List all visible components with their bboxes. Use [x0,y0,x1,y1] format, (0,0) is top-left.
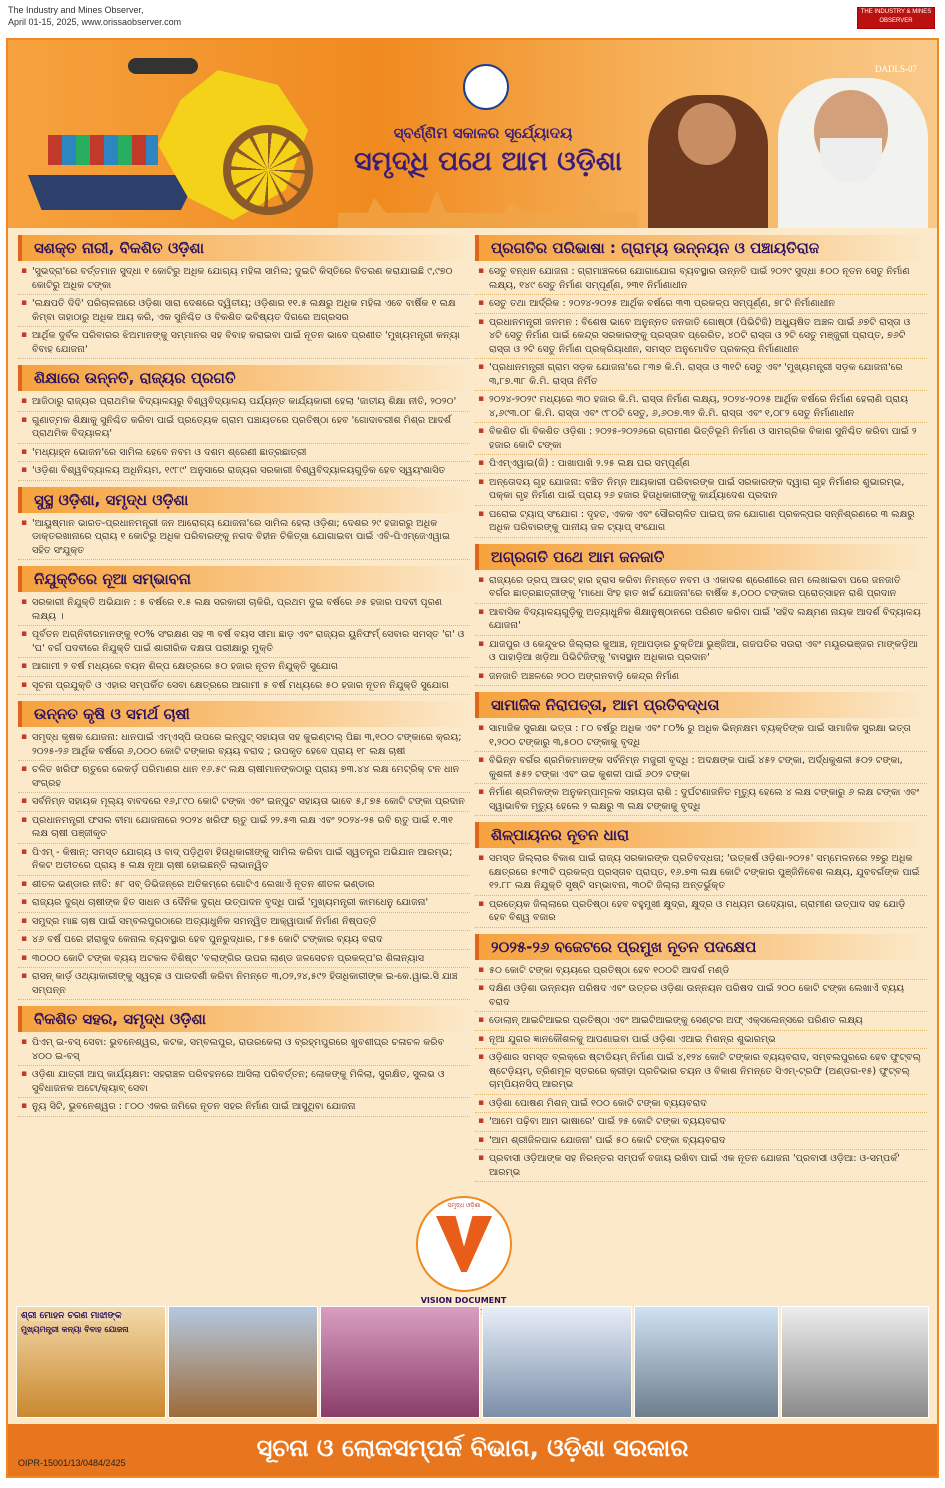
konark-wheel-icon [223,125,313,215]
chief-minister-portrait [648,95,768,228]
list-item: ▪ ୫୦ କୋଟି ଟଙ୍କା ବ୍ୟୟରେ ପ୍ରତିଷ୍ଠା ହେବ ୧୦୦ଟି ଆଦର୍ଶ ମଣ୍ଡି [475,962,927,981]
department-name: ସୂଚନା ଓ ଲୋକସମ୍ପର୍କ ବିଭାଗ, ଓଡ଼ିଶା ସରକାର [256,1434,689,1462]
photo-caption: ଶ୍ରୀ ମୋହନ ଚରଣ ମାଝୀଙ୍କ [21,1311,122,1321]
list-item: ▪ ପ୍ରଧାନମନ୍ତ୍ରୀ ଜନମନ : ବିଶେଷ ଭାବେ ଅନୁନ୍ନତ ଜନଜାତି ଗୋଷ୍ଠୀ (ପିଭିଟିଜି) ଅଧ୍ୟୁଷିତ ଅଞ୍ଚଳ ପାଇଁ ୬୭ଟି ରାସ୍ତା ଓ ୪ଟି ସେତୁ ନିର୍ମାଣ ପାଇଁ କେନ୍ଦ୍ର ସରକାରଙ୍କୁ ପ୍ରସ୍ତାବ ପ୍ରେରିତ, ୪୦ଟି ରାସ୍ତା ଓ ୨ଟି ସେତୁ ମଞ୍ଜୁରୀ ପ୍ରାପ୍ତ, ୭୬ଟି ରାସ୍ତା ଓ ୨ଟି ସେତୁ ନିର୍ମାଣ ପ୍ରକ୍ରିୟାଧୀନ, ସମସ୍ତ ଅନୁମୋଦିତ ପ୍ରକଳ୍ପ ନିର୍ମାଣାଧୀନ [475,314,927,360]
publication-header [0,0,945,36]
list-item: ▪ ୨୦୨୪-୨୦୨୯ ମଧ୍ୟରେ ୩୦ ହଜାର କି.ମି. ରାସ୍ତା ନିର୍ମାଣ ଲକ୍ଷ୍ୟ, ୨୦୨୪-୨୦୨୫ ଆର୍ଥିକ ବର୍ଷରେ ନିର୍ମାଣ ହେଲାଣି ପ୍ରାୟ ୪,୬୯୩.୦୮ କି.ମି. ରାସ୍ତା ଏବଂ ୯୮୦ଟି ସେତୁ, ୬,୬୦୭.୩୨ କି.ମି. ରାସ୍ତା ଏବଂ ୧,୦୮୨ ସେତୁ ନିର୍ମାଣାଧୀନ [475,391,927,423]
bullet-list [475,570,927,687]
list-item: ▪ ସର୍ବନିମ୍ନ ସହାୟକ ମୂଲ୍ୟ ବାବଦରେ ୧୬,୮୯୦ କୋଟି ଟଙ୍କା ଏବଂ ଇନ୍‌ପୁଟ ସହାୟତା ଭାବେ ୫,୮୭୫ କୋଟି ଟଙ୍କା ପ୍ରଦାନ [18,793,470,812]
section-title: ସଶକ୍ତ ନାରୀ, ବିକଶିତ ଓଡ଼ିଶା [18,235,470,261]
bullet-list [475,848,927,928]
bullet-list [475,960,927,1183]
portrait-beard [820,138,882,182]
list-item: ▪ ଓଡ଼ିଶା ଯାତ୍ରୀ ଆପ୍ କାର୍ଯ୍ୟକ୍ଷମ: ସହରାଞ୍ଚଳ ପରିବହନରେ ଆସିଲା ପରିବର୍ତ୍ତନ; ଲୋକଙ୍କୁ ମିଳିଲା, ସୁରକ୍ଷିତ, ସୁଲଭ ଓ ସୁବିଧାଜନକ ଅଟୋ/କ୍ୟାବ୍ ସେବା [18,1066,470,1098]
photo-caption: ମୁଖ୍ୟମନ୍ତ୍ରୀ କନ୍ୟା ବିବାହ ଯୋଜନା [21,1325,129,1334]
footer-banner [8,1424,937,1476]
tagline-large: ସମୃଦ୍ଧି ପଥେ ଆମ ଓଡ଼ିଶା [354,146,622,177]
list-item: ▪ ପ୍ରଧାନମନ୍ତ୍ରୀ ଫସଲ ବୀମା ଯୋଜନାରେ ୨୦୨୪ ଖରିଫ ଋତୁ ପାଇଁ ୨୨.୫୩ ଲକ୍ଷ ଏବଂ ୨୦୨୪-୨୫ ରବି ଋତୁ ପାଇଁ ୧.୩୧ ଲକ୍ଷ ଚାଷୀ ପଞ୍ଜୀକୃତ [18,812,470,844]
bullet-list [18,1032,470,1117]
list-item: ▪ ଘରୋଇ ଟ୍ୟାପ୍ ସଂଯୋଗ : ଦୃହତ, ଏକକ ଏବଂ ସୌରଚାଳିତ ପାଇପ୍ ଜଳ ଯୋଗାଣ ପ୍ରକଳ୍ପର ସନ୍ନିଶ୍ରଣରେ ୩ ଲକ୍ଷରୁ ଅଧିକ ପରିବାରଙ୍କୁ ପାନୀୟ ଜଳ ଟ୍ୟାପ୍ ସଂଯୋଗ [475,506,927,538]
bullet-list [18,592,470,695]
list-item: ▪ ସେତୁ ବନ୍ଧନ ଯୋଜନା : ଗ୍ରାମାଞ୍ଚଳରେ ଯୋଗାଯୋଗ ବ୍ୟବସ୍ଥାର ଉନ୍ନତି ପାଇଁ ୨୦୨୯ ସୁଦ୍ଧା ୫୦୦ ନୂତନ ସେତୁ ନିର୍ମାଣ ଲକ୍ଷ୍ୟ, ୧୪୯ ସେତୁ ନିର୍ମାଣ ସମ୍ପୂର୍ଣ୍ଣ, ୨୩୧ ନିର୍ମାଣାଧୀନ [475,263,927,295]
vision-circle [416,1196,512,1292]
list-item: ▪ ରାଜ୍ୟରେ ଡ୍ରପ୍ ଆଉଟ୍ ହାର ହ୍ରାସ କରିବା ନିମନ୍ତେ ନବମ ଓ ଏକାଦଶ ଶ୍ରେଣୀରେ ନାମ ଲେଖାଇବା ପରେ ଜନଜାତି ବର୍ଗର ଛାତ୍ରଛାତ୍ରୀଙ୍କୁ 'ମାଧୋ ସିଂହ ହାତ ଖର୍ଚ୍ଚ ଯୋଜନା'ରେ ବାର୍ଷିକ ୫,୦୦୦ ଟଙ୍କାର ପ୍ରୋତ୍ସାହନ ରାଶି ପ୍ରଦାନ [475,572,927,604]
publication-line2: April 01-15, 2025, www.orissaobserver.com [8,17,182,27]
list-item: ▪ ପ୍ରତ୍ୟେକ ଜିଲ୍ଲାରେ ପ୍ରତିଷ୍ଠା ହେବ ବହୁମୁଖୀ କ୍ଷୁଦ୍ର, କ୍ଷୁଦ୍ର ଓ ମଧ୍ୟମ ଉଦ୍ୟୋଗ, ଗ୍ରାମୀଣ ଉତ୍ପାଦ ସହ ଯୋଡ଼ି ହେବ ବିଶ୍ୱ ବଜାର [475,896,927,928]
section [18,365,470,481]
list-item: ▪ ଆବାସିକ ବିଦ୍ୟାଳୟଗୁଡ଼ିକୁ ଅତ୍ୟାଧୁନିକ ଶିକ୍ଷାନୁଷ୍ଠାନରେ ପରିଣତ କରିବା ପାଇଁ 'ସହିଦ ଲକ୍ଷ୍ମଣ ନାୟକ ଆଦର୍ଶ ବିଦ୍ୟାଳୟ ଯୋଜନା' [475,604,927,636]
bullet-list [475,261,927,538]
list-item: ▪ 'ଲକ୍ଷପତି ଦିଦି' ପରିଚାଳନାରେ ଓଡ଼ିଶା ସାରା ଦେଶରେ ଦ୍ୱିତୀୟ; ଓଡ଼ିଶାର ୧୧.୫ ଲକ୍ଷରୁ ଅଧିକ ମହିଳା ଏବେ ବାର୍ଷିକ ୧ ଲକ୍ଷ କିମ୍ବା ତାହାଠାରୁ ଅଧିକ ଆୟ କରି, ଏକ ସୁନିଶ୍ଚିତ ଓ ବିକଶିତ ଭବିଷ୍ୟତ ଦିଗରେ ଅଗ୍ରସର [18,295,470,327]
section [475,544,927,687]
section-title: ବିକଶିତ ସହର, ସମୃଦ୍ଧ ଓଡ଼ିଶା [18,1006,470,1032]
list-item: ▪ 'ମଧ୍ୟାହ୍ନ ଭୋଜନ'ରେ ସାମିଲ ହେବେ ନବମ ଓ ଦଶମ ଶ୍ରେଣୀ ଛାତ୍ରଛାତ୍ରୀ [18,444,470,463]
bullet-list [18,513,470,561]
cargo-containers [48,135,158,165]
publication-info [8,4,181,28]
list-item: ▪ ସମସ୍ତ ଜିଲ୍ଲାର ବିକାଶ ପାଇଁ ରାଜ୍ୟ ସରକାରଙ୍କ ପ୍ରତିବଦ୍ଧତା; 'ଉତ୍କର୍ଷ ଓଡ଼ିଶା-୨୦୨୫' ସମ୍ମେଳନରେ ୨୭ରୁ ଅଧିକ କ୍ଷେତ୍ରରେ ୫୯୩ଟି ପ୍ରକଳ୍ପ ପ୍ରସ୍ତାବ ପ୍ରାପ୍ତ, ୧୬.୭୩ ଲକ୍ଷ କୋଟି ଟଙ୍କାର ପୁଞ୍ଜିନିବେଶ ଲକ୍ଷ୍ୟ, ଯୁବବର୍ଗଙ୍କ ପାଇଁ ୧୨.୮୮ ଲକ୍ଷ ନିଯୁକ୍ତି ସୃଷ୍ଟି ସମ୍ଭାବନା, ୩୦ଟି ଜିଲ୍ଲା ଅନ୍ତର୍ଭୁକ୍ତ [475,850,927,896]
list-item: ▪ 'ପ୍ରଧାନମନ୍ତ୍ରୀ ଗ୍ରାମ ସଡ଼କ ଯୋଜନା'ରେ ୮୩୭ କି.ମି. ରାସ୍ତା ଓ ୩୧ଟି ସେତୁ ଏବଂ 'ମୁଖ୍ୟମନ୍ତ୍ରୀ ସଡ଼କ ଯୋଜନା'ରେ ୩,୮୭.୩୮ କି.ମି. ରାସ୍ତା ନିର୍ମିତ [475,359,927,391]
list-item: ▪ ରାଜ୍ୟର ଦୁଗ୍ଧ ଚାଷୀଙ୍କ ହିତ ସାଧନ ଓ ଦୈନିକ ଦୁଗ୍ଧ ଉତ୍ପାଦନ ବୃଦ୍ଧି ପାଇଁ 'ମୁଖ୍ୟମନ୍ତ୍ରୀ କାମଧେନୁ ଯୋଜନା' [18,894,470,913]
list-item: ▪ ଦକ୍ଷିଣ ଓଡ଼ିଶା ଉନ୍ନୟନ ପରିଷଦ ଏବଂ ଉତ୍ତର ଓଡ଼ିଶା ଉନ୍ନୟନ ପରିଷଦ ପାଇଁ ୨୦୦ କୋଟି ଟଙ୍କା ଲେଖାଏଁ ବ୍ୟୟ ବରାଦ [475,980,927,1012]
list-item: ▪ ଓଡ଼ିଶାର ସମସ୍ତ ବ୍ଲକ୍‌ରେ ଷ୍ଟାଡିୟମ୍ ନିର୍ମାଣ ପାଇଁ ୪,୧୨୪ କୋଟି ଟଙ୍କାର ବ୍ୟୟବରାଦ, ସମ୍ବଲପୁରରେ ହେବ ଫୁଟ୍‌ବଲ୍ ଷ୍ଟେଡ଼ିୟମ୍, ତ୍ରିଣମୂଳ ସ୍ତରରେ କ୍ରୀଡ଼ା ପ୍ରତିଭାର ଚୟନ ଓ ବିକାଶ ନିମନ୍ତେ ସିଏମ୍-ଟ୍ରଫି (ଅଣ୍ଡର-୧୫) ଫୁଟ୍‌ବଲ୍ ଚାମ୍ପିୟନସିପ୍ ଆରମ୍ଭ [475,1049,927,1095]
section-title: ସାମାଜିକ ନିରାପତ୍ତା, ଆମ ପ୍ରତିବଦ୍ଧତା [475,692,927,718]
list-item: ▪ ଅନ୍ତୋଦୟ ଗୃହ ଯୋଜନା: ବଞ୍ଚିତ ନିମ୍ନ ଆୟକାରୀ ପରିବାରଙ୍କ ପାଇଁ ସରକାରଙ୍କ ଦ୍ୱାରା ଗୃହ ନିର୍ମାଣର ଶୁଭାରମ୍ଭ, ପକ୍କା ଗୃହ ନିର୍ମାଣ ପାଇଁ ପ୍ରାୟ ୨୬ ହଜାର ହିତାଧିକାରୀଙ୍କୁ କାର୍ଯ୍ୟାଦେଶ ପ୍ରଦାନ [475,474,927,506]
list-item: ▪ 'ସୁଭଦ୍ରା'ରେ ବର୍ତ୍ତମାନ ସୁଦ୍ଧା ୧ କୋଟିରୁ ଅଧିକ ଯୋଗ୍ୟ ମହିଳା ସାମିଲ; ଦୁଇଟି କିସ୍ତିରେ ବିତରଣ କରାଯାଇଛି ୯,୯୭୦ କୋଟିରୁ ଅଧିକ ଟଙ୍କା [18,263,470,295]
prime-minister-portrait [778,78,928,228]
list-item: ▪ ବିକଶିତ ଗାଁ ବିକଶିତ ଓଡ଼ିଶା : ୨୦୨୫-୨୦୨୬ରେ ଗ୍ରାମୀଣ ଭିତ୍ତିଭୂମି ନିର୍ମାଣ ଓ ସାମଗ୍ରିକ ବିକାଶ ସୁନିଶ୍ଚିତ କରିବା ପାଇଁ ୨ ହଜାର କୋଟି ଟଙ୍କା [475,423,927,455]
list-item: ▪ ଆଜିଠାରୁ ରାଜ୍ୟର ପ୍ରାଥମିକ ବିଦ୍ୟାଳୟରୁ ବିଶ୍ୱବିଦ୍ୟାଳୟ ପର୍ଯ୍ୟନ୍ତ କାର୍ଯ୍ୟକାରୀ ହେଲା 'ଜାତୀୟ ଶିକ୍ଷା ନୀତି, ୨୦୨୦' [18,393,470,412]
bullet-list [475,718,927,816]
list-item: ▪ ରାସନ୍ କାର୍ଡ଼ ଓଥ୍ୟାକାରୀଙ୍କୁ ସ୍ୱଚ୍ଛ ଓ ପାରଦର୍ଶୀ କରିବା ନିମନ୍ତେ ୩,୦୨,୨୪,୫୯୨ ହିତାଧିକାରୀଙ୍କ ଇ-କେ.ୱାଇ.ସି ଯାଞ୍ଚ ସମ୍ପନ୍ନ [18,968,470,1000]
observer-logo: THE INDUSTRY & MINES OBSERVER [857,7,935,29]
list-item: ▪ ସମୁଦ୍ର ମାଛ ଚାଷ ପାଇଁ ସମ୍ବଲପୁରଠାରେ ଅତ୍ୟାଧୁନିକ ସମନ୍ୱିତ ଆକ୍ୱାପାର୍କ ନିର୍ମାଣ ନିଷ୍ପତ୍ତି [18,913,470,932]
list-item: ▪ ଯାଜପୁର ଓ କେନ୍ଦୁଝର ଜିଲ୍ଲାର କୁଆଞ୍ଚ, ନୂଆପଡ଼ାର ଚୁକ୍ତିଆ ଭୁଞ୍ଜିଆ, ଗଜପତିର ସଉରା ଏବଂ ମୟୂରଭଞ୍ଜର ମାଙ୍କଡ଼ିଆ ଓ ପାହାଡ଼ିଆ ଖଡ଼ିଆ ପିଭିଟିଜିଙ୍କୁ 'ବାସସ୍ଥାନ ଅଧିକାର ପ୍ରଦାନ' [475,636,927,668]
list-item: ▪ ଚଳିତ ଖରିଫ ଋତୁରେ ରେକର୍ଡ଼ ପରିମାଣର ଧାନ ୧୬.୫୯ ଲକ୍ଷ ଚାଷୀମାନଙ୍କଠାରୁ ପ୍ରାୟ ୭୩.୪୪ ଲକ୍ଷ ମେଟ୍ରିକ୍ ଟନ ଧାନ ସଂଗ୍ରହ [18,761,470,793]
section [18,1006,470,1117]
vision-arc-text: ସମୃଦ୍ଧ ଓଡ଼ିଶା [447,1202,481,1209]
section [18,487,470,561]
bullet-list [18,261,470,359]
section-title: ସୁସ୍ଥ ଓଡ଼ିଶା, ସମୃଦ୍ଧ ଓଡ଼ିଶା [18,487,470,513]
list-item: ▪ ୪୬ ବର୍ଷ ପରେ ହୀରାକୁଦ କେନାଲ ବ୍ୟବସ୍ଥାର ହେବ ପୁନରୁଦ୍ଧାର, ୮୫୫ କୋଟି ଟଙ୍କାର ବ୍ୟୟ ବରାଦ [18,931,470,950]
list-item: ▪ ଆଗାମୀ ୨ ବର୍ଷ ମଧ୍ୟରେ ବୟନ ଶିଳ୍ପ କ୍ଷେତ୍ରରେ ୫୦ ହଜାର ନୂତନ ନିଯୁକ୍ତି ସୁଯୋଗ [18,658,470,677]
portrait-face [678,103,736,165]
list-item: ▪ ୩୦୦୦ କୋଟି ଟଙ୍କା ବ୍ୟୟ ଅଟକଳ ବିଶିଷ୍ଟ 'ବଲାଙ୍ଗିର ଉପର ଲାଣ୍ଡ ଜଳସେଚନ ପ୍ରକଳ୍ପ'ର ଶିଳାନ୍ୟାସ [18,950,470,969]
list-item: ▪ ସେତୁ ତଥା ଆର୍ଦ୍ରିକ : ୨୦୨୪-୨୦୨୫ ଆର୍ଥିକ ବର୍ଷରେ ୩୩ ପ୍ରକଳ୍ପ ସମ୍ପୂର୍ଣ୍ଣ, ୭୮ଟି ନିର୍ମାଣାଧୀନ [475,295,927,314]
odisha-emblem-icon [463,64,509,110]
photo-stage-event [168,1306,318,1418]
photo-women-gathering [320,1306,480,1418]
section-title: ଶିଳ୍ପାୟନର ନୂତନ ଧାରା [475,822,927,848]
list-item: ▪ ପୂର୍ବତନ ଅଗ୍ନିବୀରମାନଙ୍କୁ ୧୦% ସଂରକ୍ଷଣ ସହ ୩ ବର୍ଷ ବୟସ ସୀମା ଛାଡ଼ ଏବଂ ରାଜ୍ୟର ୟୁନିଫର୍ମ୍ ସେବାର ସମସ୍ତ 'ଗ' ଓ 'ଘ' ବର୍ଗ ପଦବୀରେ ନିଯୁକ୍ତି ପାଇଁ ଶାରୀରିକ ଦକ୍ଷତା ପରୀକ୍ଷାରୁ ମୁକ୍ତି [18,626,470,658]
section-title: ଶିକ୍ଷାରେ ଉନ୍ନତି, ରାଜ୍ୟର ପ୍ରଗତି [18,365,470,391]
section [475,934,927,1183]
list-item: ▪ ସୂଚନା ପ୍ରଯୁକ୍ତି ଓ ଏହାର ସମ୍ପର୍କିତ ସେବା କ୍ଷେତ୍ରରେ ଆଗାମୀ ୫ ବର୍ଷ ମଧ୍ୟରେ ୫୦ ହଜାର ନୂତନ ନିଯୁକ୍ତି ସୁଯୋଗ [18,677,470,696]
section [18,701,470,1000]
list-item: ▪ ଶୀତଳ ଭଣ୍ଡାର ନୀତି: ୫୮ ସବ୍ ଡିଭିଜନ୍‌ରେ ଅତିକମ୍‌ରେ ଗୋଟିଏ ଲେଖାଏଁ ନୂତନ ଶୀତଳ ଭଣ୍ଡାର [18,876,470,895]
photo-bridge [634,1306,779,1418]
oipr-code: OIPR-15001/13/0484/2425 [18,1458,126,1468]
list-item: ▪ 'ଆମେ ପଢ଼ିବା ଆମ ଭାଷାରେ' ପାଇଁ ୨୫ କୋଟି ଟଙ୍କା ବ୍ୟୟବରାଦ [475,1113,927,1132]
bullet-list [18,391,470,481]
bullet-list [18,727,470,1000]
section [18,235,470,359]
section-title: ୨୦୨୫-୨୬ ବଜେଟରେ ପ୍ରମୁଖ ନୂତନ ପଦକ୍ଷେପ [475,934,927,960]
publication-line1: The Industry and Mines Observer, [8,5,144,15]
list-item: ▪ ଆର୍ଥିକ ଦୁର୍ବଳ ପରିବାରର ଝିଅମାନଙ୍କୁ ସମ୍ମାନର ସହ ବିବାହ କରାଇବା ପାଇଁ ନୂତନ ଭାବେ ପ୍ରଣୀତ 'ମୁଖ୍ୟମନ୍ତ୍ରୀ କନ୍ୟା ବିବାହ ଯୋଜନା' [18,327,470,359]
list-item: ▪ ଜନଜାତି ଅଞ୍ଚଳରେ ୨୦୦ ଅଙ୍ଗନବାଡ଼ି କେନ୍ଦ୍ର ନିର୍ମାଣ [475,668,927,687]
section-title: ଅଗ୍ରଗତି ପଥେ ଆମ ଜନଜାତି [475,544,927,570]
list-item: ▪ ସମୃଦ୍ଧ କୃଷକ ଯୋଜନା: ଧାନପାଇଁ ଏମ୍‌ଏସ୍‌ପି ଉପରେ ଇନ୍‌ପୁଟ୍ ସହାୟତା ସହ କୁଇଣ୍ଟାଲ୍ ପିଛା ୩,୧୦୦ ଟଙ୍କାରେ କ୍ରୟ; ୨୦୨୫-୨୬ ଆର୍ଥିକ ବର୍ଷରେ ୬,୦୦୦ କୋଟି ଟଙ୍କାର ବ୍ୟୟ ବରାଦ ; ଉପକୃତ ହେବେ ପ୍ରାୟ ୧୮ ଲକ୍ଷ ଚାଷୀ [18,729,470,761]
list-item: ▪ 'ଆୟୁଷ୍ମାନ ଭାରତ-ପ୍ରଧାନମନ୍ତ୍ରୀ ଜନ ଆରୋଗ୍ୟ ଯୋଜନା'ରେ ସାମିଲ ହେଲା ଓଡ଼ିଶା; ଦେଶର ୨୯ ହଜାରରୁ ଅଧିକ ଡାକ୍ତରଖାନାରେ ପ୍ରାୟ ୧ କୋଟିରୁ ଅଧିକ ପରିବାରଙ୍କୁ ନଗଦ ବିହୀନ ଚିକିତ୍ସା ଯୋଗାଇବା ପାଇଁ ଏବି-ପିଏମ୍‌ଜେଏୱାଇ ସହିତ ସଂଯୁକ୍ତ [18,515,470,561]
list-item: ▪ ସାମାଜିକ ସୁରକ୍ଷା ଭତ୍ତା : ୮୦ ବର୍ଷରୁ ଅଧିକ ଏବଂ ୮୦% ରୁ ଅଧିକ ଭିନ୍ନକ୍ଷମ ବ୍ୟକ୍ତିଙ୍କ ପାଇଁ ସାମାଜିକ ସୁରକ୍ଷା ଭତ୍ତା ୧,୨୦୦ ଟଙ୍କାରୁ ୩,୫୦୦ ଟଙ୍କାକୁ ବୃଦ୍ଧି [475,720,927,752]
list-item: ▪ ସରକାରୀ ନିଯୁକ୍ତି ଅଭିଯାନ : ୫ ବର୍ଷରେ ୧.୫ ଲକ୍ଷ ସରକାରୀ ଚାକିରି, ପ୍ରଥମ ଦୁଇ ବର୍ଷରେ ୬୫ ହଜାର ପଦବୀ ପୂରଣ ଲକ୍ଷ୍ୟ । [18,594,470,626]
list-item: ▪ ପ୍ରବାସୀ ଓଡ଼ିଆଙ୍କ ସହ ନିରନ୍ତର ସମ୍ପର୍କ ବଜାୟ ରଖିବା ପାଇଁ ଏକ ନୂତନ ଯୋଜନା 'ପ୍ରବାସୀ ଓଡ଼ିଆ: ଓ-ସମ୍ପର୍କ' ଆରମ୍ଭ [475,1150,927,1182]
section-title: ପ୍ରଗତିର ପରିଭାଷା : ଗ୍ରାମ୍ୟ ଉନ୍ନୟନ ଓ ପଞ୍ଚାୟତିରାଜ [475,235,927,261]
hero-banner [8,40,937,228]
dadls-code: DADLS-07 [875,64,917,74]
list-item: ▪ ନ୍ୟୁ ସିଟି, ଭୁବନେଶ୍ୱର : ୮୦୦ ଏକର ଜମିରେ ନୂତନ ସହର ନିର୍ମାଣ ପାଇଁ ଆସୁଥିବା ଯୋଜନା [18,1098,470,1117]
list-item: ▪ ବିଭିନ୍ନ ବର୍ଗର ଶ୍ରମିକମାନଙ୍କ ସର୍ବନିମ୍ନ ମଜୁରୀ ବୃଦ୍ଧି : ଅଦକ୍ଷଙ୍କ ପାଇଁ ୪୫୨ ଟଙ୍କା, ଅର୍ଦ୍ଧକୁଶଳୀ ୫୦୨ ଟଙ୍କା, କୁଶଳୀ ୫୫୨ ଟଙ୍କା ଏବଂ ଉଚ୍ଚ କୁଶଳୀ ପାଇଁ ୬୦୨ ଟଙ୍କା [475,752,927,784]
photo-award-ceremony [16,1306,166,1418]
list-item: ▪ ଗୁଣାତ୍ମକ ଶିକ୍ଷାକୁ ସୁନିଶ୍ଚିତ କରିବା ପାଇଁ ପ୍ରତ୍ୟେକ ଗ୍ରାମ ପଞ୍ଚାୟତରେ ପ୍ରତିଷ୍ଠା ହେବ 'ଗୋଦାବରୀଶ ମିଶ୍ର ଆଦର୍ଶ ପ୍ରାଥମିକ ବିଦ୍ୟାଳୟ' [18,412,470,444]
section [18,566,470,695]
section-title: ନିଯୁକ୍ତିରେ ନୂଆ ସମ୍ଭାବନା [18,566,470,592]
list-item: ▪ 'ଆମ ଶ୍ରୀଜିଳପାଳ ଯୋଜନା' ପାଇଁ ୫୦ କୋଟି ଟଙ୍କା ବ୍ୟୟବରାଦ [475,1132,927,1151]
list-item: ▪ ଓଡ଼ିଶା ପୋଷଣ ମିଶନ୍ ପାଇଁ ୧୦୦ କୋଟି ଟଙ୍କା ବ୍ୟୟବରାଦ [475,1095,927,1114]
tagline-small: ସ୍ବର୍ଣ୍ଣିମ ସକାଳର ସୂର୍ଯ୍ୟୋଦୟ [393,124,573,142]
right-column [475,235,927,1188]
list-item: ▪ ପିଏମ୍ - କିଷାନ୍: ସମସ୍ତ ଯୋଗ୍ୟ ଓ ବାଦ୍ ପଡ଼ିଥିବା ହିତାଧିକାରୀଙ୍କୁ ସାମିଲ କରିବା ପାଇଁ ସ୍ୱତନ୍ତ୍ର ଅଭିଯାନ ଆରମ୍ଭ; ନିକଟ ଅତୀତରେ ପ୍ରାୟ ୫ ଲକ୍ଷ ନୂଆ ଚାଷୀ ହୋଇଛନ୍ତି ଲାଭାନ୍ୱିତ [18,844,470,876]
list-item: ▪ 'ଓଡ଼ିଶା ବିଶ୍ୱବିଦ୍ୟାଳୟ ଅଧିନିୟମ, ୧୯୮୯' ଅନୁସାରେ ରାଜ୍ୟର ସରକାରୀ ବିଶ୍ୱବିଦ୍ୟାଳୟଗୁଡ଼ିକ ହେବ ସ୍ୱୟଂଶାସିତ [18,462,470,481]
section [475,822,927,928]
photo-strip [16,1306,929,1418]
section-title: ଉନ୍ନତ କୃଷି ଓ ସମର୍ଥ ଚାଷୀ [18,701,470,727]
vision-title: VISION DOCUMENT [420,1296,507,1305]
temple-skyline [338,190,638,228]
section [475,692,927,816]
list-item: ▪ ପିଏମ୍‌ଏୱାଇ(ଜି) : ପାଖାପାଖି ୨.୨୫ ଲକ୍ଷ ଘର ସମ୍ପୂର୍ଣ୍ଣ [475,455,927,474]
list-item: ▪ ନୂଆ ଯୁଗର ଜ୍ଞାନକୌଶଳକୁ ଆପଣାଇବା ପାଇଁ ଓଡ଼ିଶା ଏଆଇ ମିଶନ୍‌ର ଶୁଭାରମ୍ଭ [475,1031,927,1050]
advertisement [6,38,939,1478]
section [475,235,927,538]
drone-illustration [128,58,198,74]
photo-classroom [482,1306,632,1418]
list-item: ▪ ଡୋଲାନ୍ ଆଇଟିଆଇର ପ୍ରତିଷ୍ଠା ଏବଂ ଆଇଟିଆଇଙ୍କୁ ସେଣ୍ଟର ଅଫ୍ ଏକ୍ସଲେନ୍ସରେ ପରିଣତ ଲକ୍ଷ୍ୟ [475,1012,927,1031]
left-column [18,235,470,1123]
list-item: ▪ ନିର୍ମାଣ ଶ୍ରମିକଙ୍କ ଅନୁକମ୍ପାମୂଳକ ସହାୟତା ରାଶି : ଦୁର୍ଘଟଣାଜନିତ ମୃତ୍ୟୁ ହେଲେ ୪ ଲକ୍ଷ ଟଙ୍କାରୁ ୬ ଲକ୍ଷ ଟଙ୍କା ଏବଂ ସ୍ୱାଭାବିକ ମୃତ୍ୟୁ ହେଲେ ୨ ଲକ୍ଷରୁ ୩ ଲକ୍ଷ ଟଙ୍କାକୁ ବୃଦ୍ଧି [475,784,927,816]
list-item: ▪ ପିଏମ୍ ଇ-ବସ୍ ସେବା: ଭୁବନେଶ୍ୱର, କଟକ, ସମ୍ବଲପୁର, ରାଉରକେଲା ଓ ବ୍ରହ୍ମପୁରରେ ଖୁବଶୀଘ୍ର ଚଳାଚଳ କରିବ ୪୦୦ ଇ-ବସ୍ [18,1034,470,1066]
photo-industry-visit [781,1306,929,1418]
